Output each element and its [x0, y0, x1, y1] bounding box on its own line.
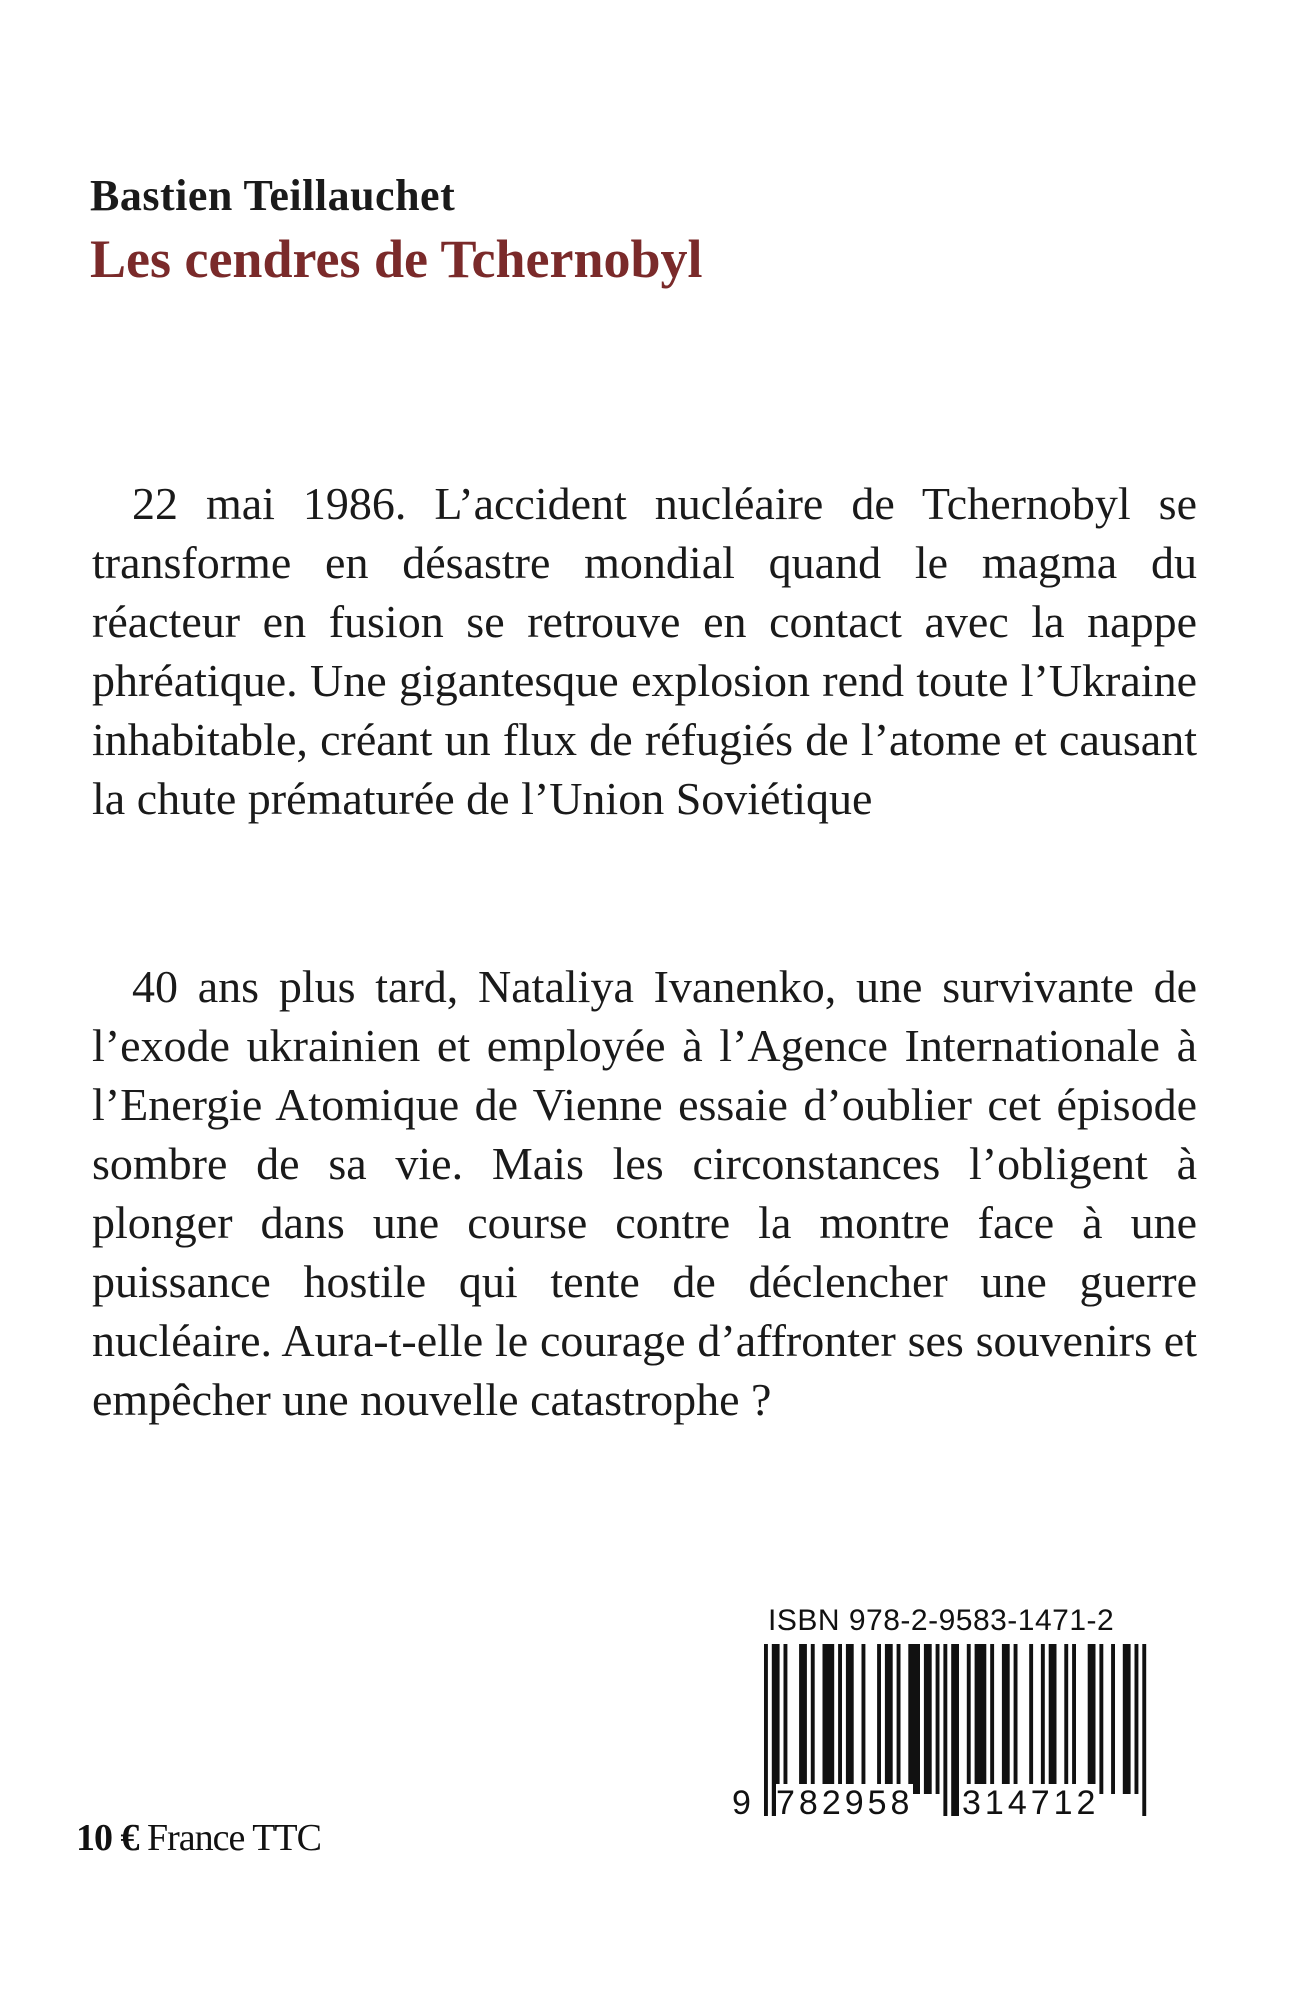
barcode-bar — [1029, 1644, 1033, 1794]
blurb-paragraph-2: 40 ans plus tard, Nataliya Ivanenko, une survivante de l’exode ukrainien et employée à l’Agence Internationale à l’Energie Atomique de Vienne essaie d’oublier cet épisode sombre de sa vie. Mais les circonstances l’obligent à plonger dans une course contre la montre face à une puissance hostile qui tente de déclencher une guerre nucléaire. Aura-t-elle le courage d’affronter ses souvenirs et empêcher une nouvelle catastrophe ? — [92, 961, 1197, 1425]
blurb-paragraph-1: 22 mai 1986. L’accident nucléaire de Tchernobyl se transforme en désastre mondial quand le magma du réacteur en fusion se retrouve en contact avec la nappe phréatique. Une gigantesque explosion rend toute l’Ukraine inhabitable, créant un flux de réfugiés de l’atome et causant la chute prématurée de l’Union Soviétique — [92, 478, 1197, 824]
barcode-bar — [1049, 1644, 1057, 1794]
barcode-bar — [1111, 1644, 1115, 1794]
price-tag — [76, 1816, 321, 1860]
barcode-bar — [1123, 1644, 1131, 1794]
barcode-bar — [908, 1644, 920, 1794]
barcode-bar — [1041, 1644, 1045, 1794]
barcode-bar — [877, 1644, 881, 1794]
barcode-digit-first: 9 — [732, 1784, 755, 1822]
barcode-bar — [897, 1644, 901, 1794]
isbn-label: ISBN 978-2-9583-1471-2 — [768, 1604, 1115, 1637]
book-title: Les cendres de Tchernobyl — [90, 229, 703, 289]
author-name: Bastien Teillauchet — [90, 171, 456, 220]
price-label: France TTC — [147, 1817, 321, 1859]
barcode-digits — [728, 1784, 1148, 1832]
barcode-bar — [975, 1644, 987, 1794]
barcode-digits-left: 782958 — [776, 1784, 914, 1822]
barcode-bar — [838, 1644, 842, 1794]
barcode-bar — [862, 1644, 866, 1794]
barcode-bar — [799, 1644, 807, 1794]
barcode-bar — [990, 1644, 994, 1794]
price-amount: 10 € — [76, 1817, 139, 1859]
barcode-bar — [1135, 1644, 1139, 1794]
barcode-bar — [1099, 1644, 1103, 1794]
barcode-block — [728, 1604, 1148, 1864]
barcode-bar — [811, 1644, 815, 1794]
barcode-bar — [924, 1644, 932, 1794]
barcode-digits-right: 314712 — [962, 1784, 1100, 1822]
barcode-bar — [885, 1644, 893, 1794]
barcode-bar — [1072, 1644, 1076, 1794]
barcode-bar — [1002, 1644, 1010, 1794]
barcode-bar — [1014, 1644, 1018, 1794]
barcode-bar — [1064, 1644, 1068, 1794]
barcode-bar — [936, 1644, 940, 1794]
barcode-bar — [1088, 1644, 1096, 1794]
barcode-bar — [823, 1644, 835, 1794]
barcode-bar — [846, 1644, 854, 1794]
barcode-bar — [784, 1644, 788, 1794]
